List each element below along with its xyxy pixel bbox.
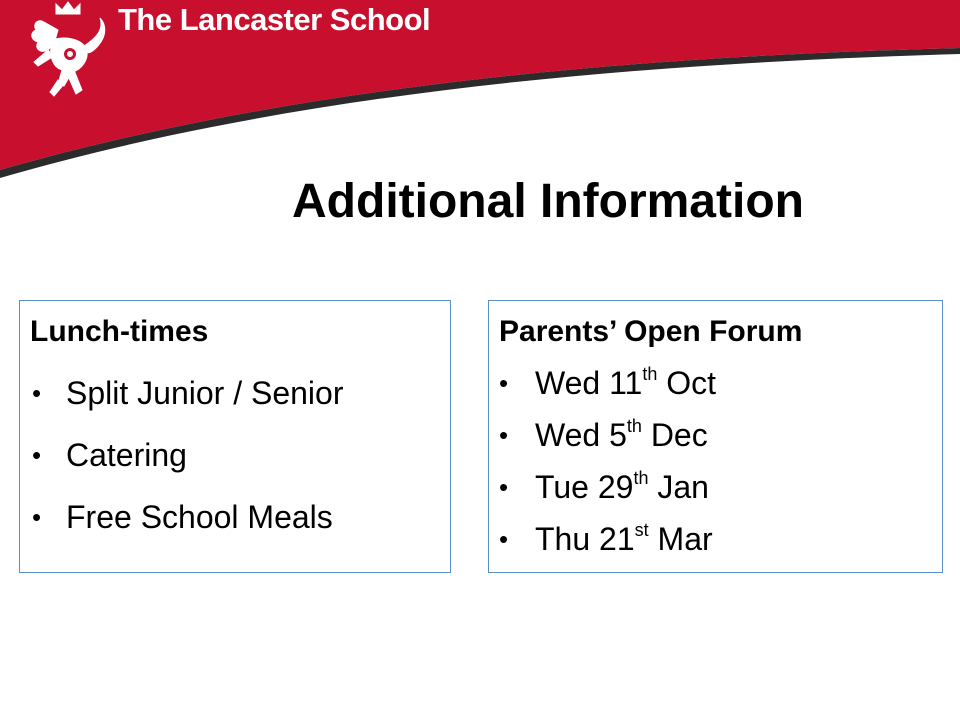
date-number: 21	[599, 521, 635, 557]
list-item-text: Split Junior / Senior	[66, 375, 344, 411]
lunch-times-list	[32, 373, 343, 559]
list-item	[499, 363, 716, 415]
page-title: Additional Information	[292, 175, 804, 228]
date-number: 11	[609, 365, 643, 401]
date-day: Tue	[535, 469, 589, 505]
date-month: Jan	[657, 469, 709, 505]
date-suffix: th	[642, 364, 658, 384]
date-month: Dec	[650, 417, 708, 453]
date-number: 29	[597, 469, 634, 505]
date-suffix: th	[626, 416, 642, 436]
lunch-times-panel	[19, 300, 451, 573]
date-suffix: st	[634, 520, 649, 540]
list-item-text: Free School Meals	[66, 499, 333, 535]
date-month: Oct	[666, 365, 717, 401]
bullet-icon: •	[499, 472, 509, 502]
list-item	[32, 435, 343, 497]
forum-dates-list	[499, 363, 716, 571]
date-month: Mar	[657, 521, 713, 557]
date-day: Wed	[535, 365, 601, 401]
date-day: Wed	[535, 417, 601, 453]
bullet-icon: •	[499, 420, 509, 450]
bullet-icon: •	[32, 502, 42, 532]
list-item	[499, 519, 716, 571]
bullet-icon: •	[32, 378, 42, 408]
date-number: 5	[609, 417, 627, 453]
school-name: The Lancaster School	[118, 2, 431, 37]
list-item	[32, 497, 343, 559]
lion-crest-icon	[24, 0, 112, 100]
list-item	[32, 373, 343, 435]
list-item-text: Catering	[66, 437, 187, 473]
list-item	[499, 415, 716, 467]
bullet-icon: •	[499, 368, 509, 398]
bullet-icon: •	[499, 524, 509, 554]
bullet-icon: •	[32, 440, 42, 470]
parents-open-forum-heading: Parents’ Open Forum	[499, 315, 803, 348]
lunch-times-heading: Lunch-times	[30, 315, 209, 348]
date-day: Thu	[535, 521, 591, 557]
date-suffix: th	[633, 468, 649, 488]
list-item	[499, 467, 716, 519]
parents-open-forum-panel	[488, 300, 943, 573]
